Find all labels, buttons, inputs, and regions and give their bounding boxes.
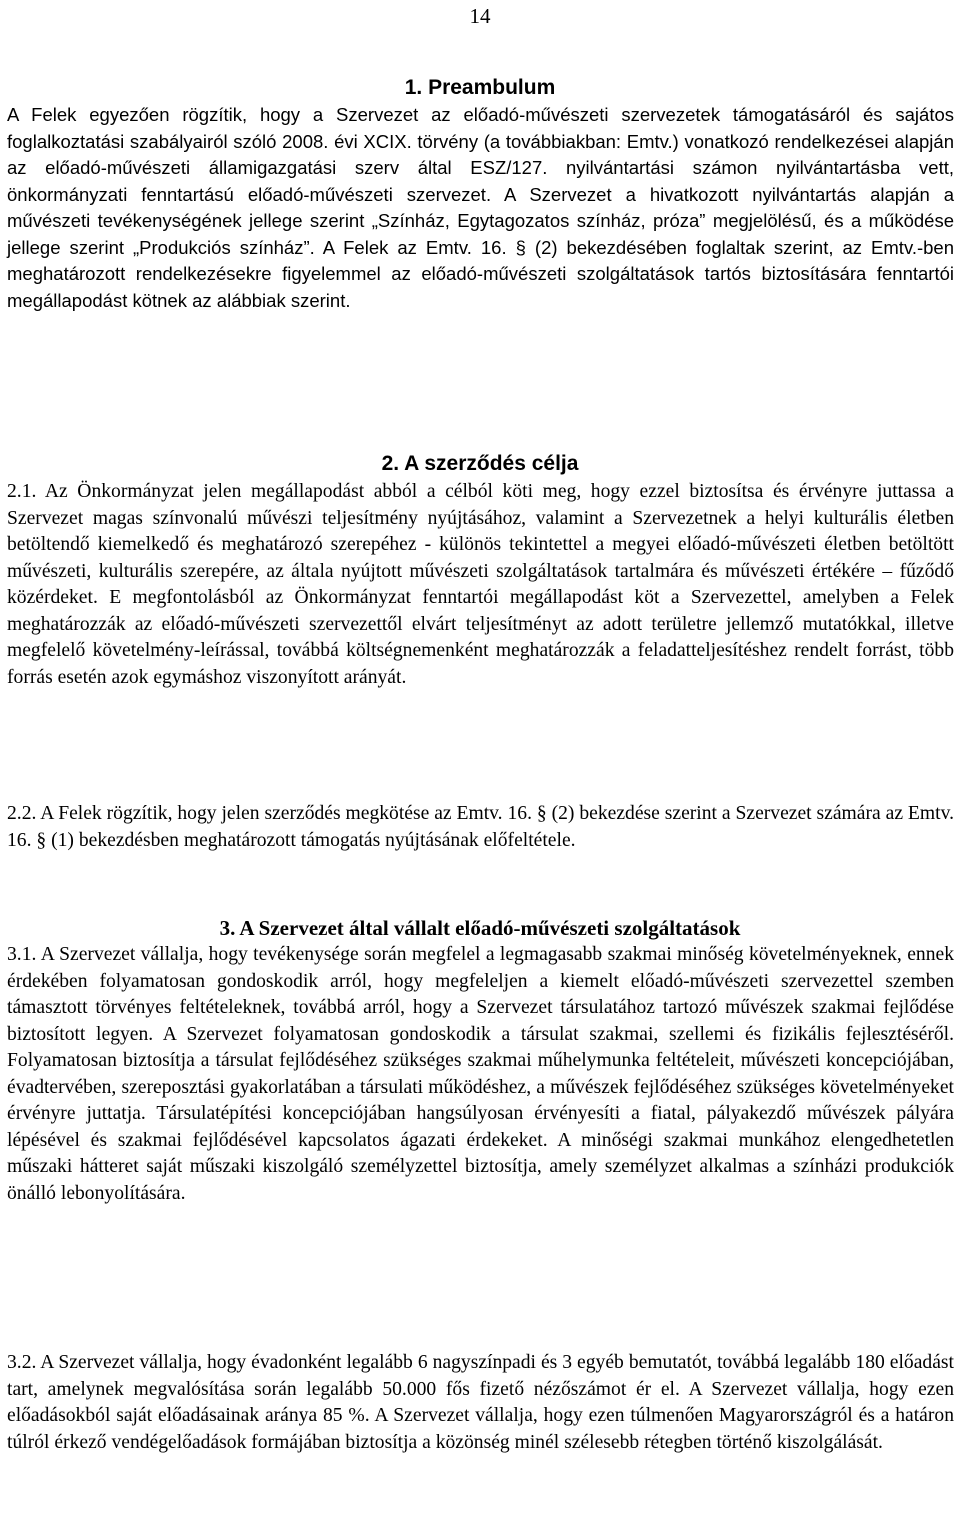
heading-preamble: 1. Preambulum [404, 76, 556, 99]
heading-contract-purpose: 2. A szerződés célja [381, 452, 579, 475]
paragraph-3-1: 3.1. A Szervezet vállalja, hogy tevékenysége során megfelel a legmagasabb szakmai minőség követelményeknek, ennek érdekében folyamatosan gondoskodik arról, hogy megfeleljen a kiemelt előadó-művészeti szervezettel szemben támasztott törvényes feltételeknek, továbbá arról, hogy a Szervezet társulatához tartozó művészek szakmai fejlődése biztosított legyen. A Szervezet folyamatosan gondoskodik a társulat szakmai, szellemi és fizikális fejlesztéséről. Folyamatosan biztosítja a társulat fejlődéséhez szükséges szakmai műhelymunka feltételeit, művészeti koncepciójában, évadtervében, szereposztási gyakorlatában a társulati működéshez, a művészek fejlődéséhez szükséges követelményeket érvényre juttatja. Társulatépítési koncepciójában hangsúlyosan érvényesíti a fiatal, pályakezdő művészek pályára lépésével és szakmai fejlődésével kapcsolatos ágazati érdekeket. A minőségi szakmai munkához elengedhetetlen műszaki hátteret saját műszaki kiszolgáló személyzettel biztosítja, amely személyzet alkalmas a színházi produkciók önálló lebonyolítására. [7, 944, 954, 1204]
paragraph-2-1: 2.1. Az Önkormányzat jelen megállapodást abból a célból köti meg, hogy ezzel biztosítsa és érvényre juttassa a Szervezet magas színvonalú művészi teljesítmény nyújtásához, valamint a Szervezetnek a helyi kulturális életben betöltendő kiemelkedő és meghatározó szerepéhez - különös tekintettel a megyei előadó-művészeti életben betöltött művészeti, kulturális szerepére, az általa nyújtott művészeti szolgáltatások tartalmára és művészeti értékére – fűződő közérdeket. E megfontolásból az Önkormányzat fenntartói megállapodást köt a Szervezettel, amelyben a Felek meghatározzák az előadó-művészeti szervezettől elvárt teljesítményt az adott területre jellemző mutatókkal, illetve megfelelő követelmény-leírással, továbbá költségnemenként meghatározzák a feladatteljesítéshez rendelt forrást, több forrás esetén azok egymáshoz viszonyított arányát. [7, 481, 954, 688]
page-number: 14 [469, 4, 491, 28]
paragraph-3-2: 3.2. A Szervezet vállalja, hogy évadonként legalább 6 nagyszínpadi és 3 egyéb bemutatót, továbbá legalább 180 előadást tart, amelynek megvalósítása során legalább 50.000 fős fizető nézőszámot ér el. A Szervezet vállalja, hogy ezen előadásokból saját előadásainak aránya 85 %. A Szervezet vállalja, hogy ezen túlmenően Magyarországról és a határon túlról érkező vendégelőadások formájában biztosítja a közönség minél szélesebb rétegben történő kiszolgálását. [7, 1352, 954, 1453]
paragraph-2-2: 2.2. A Felek rögzítik, hogy jelen szerződés megkötése az Emtv. 16. § (2) bekezdése szerint a Szervezet számára az Emtv. 16. § (1) bekezdésben meghatározott támogatás nyújtásának előfeltétele. [7, 803, 954, 851]
paragraph-preamble: A Felek egyezően rögzítik, hogy a Szervezet az előadó-művészeti szervezetek támogatásáról és sajátos foglalkoztatási szabályairól szóló 2008. évi XCIX. törvény (a továbbiakban: Emtv.) vonatkozó rendelkezései alapján az előadó-művészeti államigazgatási szerv által ESZ/127. nyilvántartási számon nyilvántartásba vett, önkormányzati fenntartású előadó-művészeti szervezet. A Szervezet a hivatkozott nyilvántartás alapján a művészeti tevékenységének jellege szerint „Színház, Egytagozatos színház, próza” megjelölésű, és a működése jellege szerint „Produkciós színház”. A Felek az Emtv. 16. § (2) bekezdésében foglaltak szerint, az Emtv.-ben meghatározott rendelkezésekre figyelemmel az előadó-művészeti szolgáltatások tartós biztosítására fenntartói megállapodást kötnek az alábbiak szerint. [7, 104, 954, 311]
heading-services: 3. A Szervezet által vállalt előadó-művészeti szolgáltatások [219, 916, 741, 940]
